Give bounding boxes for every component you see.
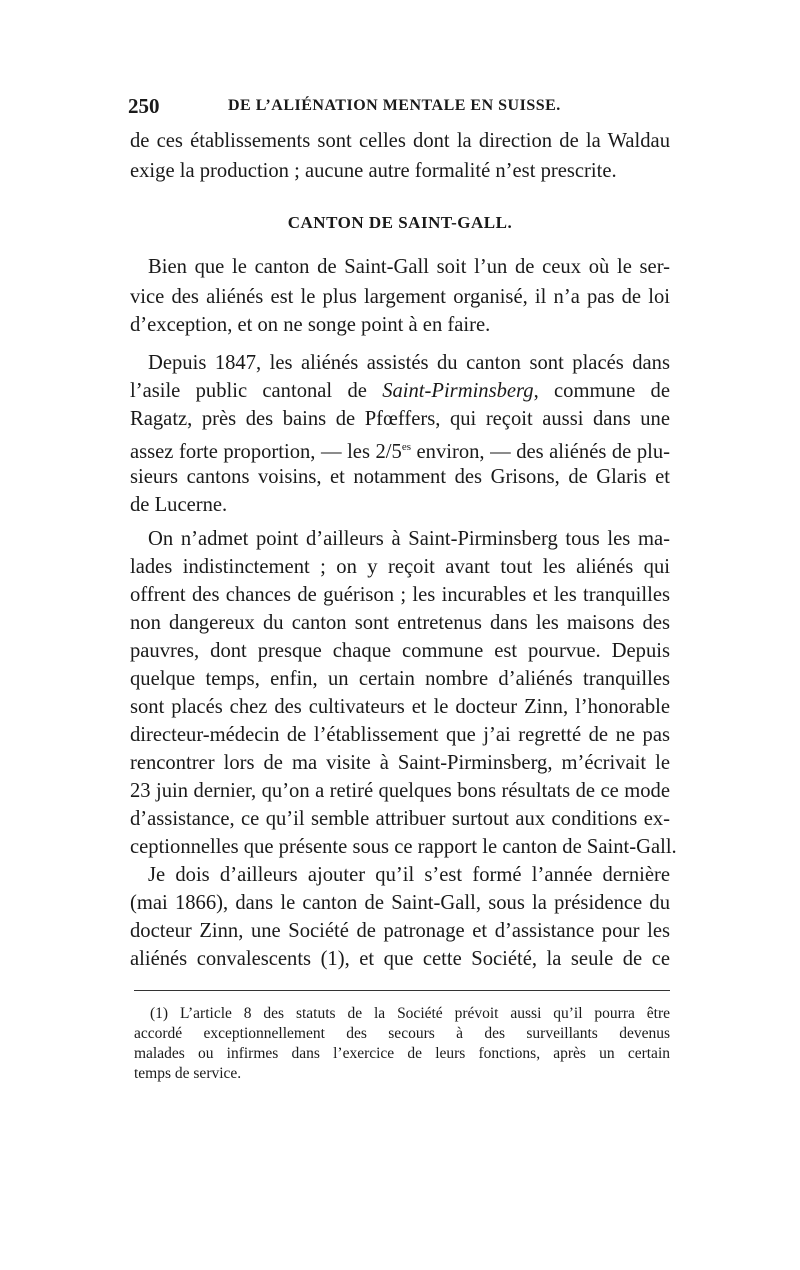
text-line-with-italic — [130, 378, 670, 404]
superscript-es: es — [401, 441, 411, 453]
running-head: DE L’ALIÉNATION MENTALE EN SUISSE. — [228, 97, 561, 114]
footnote-line: malades ou infirmes dans l’exercice de leurs fonctions, après un certain — [134, 1045, 670, 1062]
text-line: vice des aliénés est le plus largement organisé, il n’a pas de loi — [130, 286, 670, 308]
text-segment: assez forte proportion, — les 2/5 — [130, 440, 402, 463]
text-line: Bien que le canton de Saint-Gall soit l’un de ceux où le ser- — [148, 256, 670, 278]
text-line: offrent des chances de guérison ; les incurables et les tranquilles — [130, 584, 670, 606]
text-line: sieurs cantons voisins, et notamment des Grisons, de Glaris et — [130, 466, 670, 488]
text-line: d’exception, et on ne songe point à en faire. — [130, 314, 491, 336]
footnote-line: temps de service. — [134, 1065, 242, 1082]
text-line-with-superscript — [130, 434, 670, 463]
text-line: aliénés convalescents (1), et que cette Société, la seule de ce — [130, 948, 670, 970]
footnote-divider — [134, 990, 670, 991]
text-line: d’assistance, ce qu’il semble attribuer surtout aux conditions ex- — [130, 808, 670, 830]
text-line: non dangereux du canton sont entretenus dans les maisons des — [130, 612, 670, 634]
text-line: Ragatz, près des bains de Pfœffers, qui reçoit aussi dans une — [130, 408, 670, 430]
footnote-line: (1) L’article 8 des statuts de la Société prévoit aussi qu’il pourra être — [150, 1005, 670, 1022]
text-line: rencontrer lors de ma visite à Saint-Pirminsberg, m’écrivait le — [130, 752, 670, 774]
text-line: quelque temps, enfin, un certain nombre d’aliénés tranquilles — [130, 668, 670, 690]
text-line: Je dois d’ailleurs ajouter qu’il s’est formé l’année dernière — [148, 864, 670, 886]
text-line: (mai 1866), dans le canton de Saint-Gall, sous la présidence du — [130, 892, 670, 914]
text-line: 23 juin dernier, qu’on a retiré quelques bons résultats de ce mode — [130, 780, 670, 802]
asylum-name-italic: Saint-Pirminsberg — [382, 380, 534, 402]
text-line: Depuis 1847, les aliénés assistés du canton sont placés dans — [148, 352, 670, 374]
text-line: exige la production ; aucune autre formalité n’est prescrite. — [130, 160, 617, 182]
text-line: ceptionnelles que présente sous ce rapport le canton de Saint-Gall. — [130, 836, 677, 858]
footnote-line: accordé exceptionnellement des secours à des surveillants devenus — [134, 1025, 670, 1042]
text-line: docteur Zinn, une Société de patronage et d’assistance pour les — [130, 920, 670, 942]
text-segment: environ, — des aliénés de plu- — [410, 440, 670, 463]
text-line: directeur-médecin de l’établissement que j’ai regretté de ne pas — [130, 724, 670, 746]
text-line: pauvres, dont presque chaque commune est pourvue. Depuis — [130, 640, 670, 662]
text-line: On n’admet point d’ailleurs à Saint-Pirminsberg tous les ma- — [148, 528, 670, 550]
text-line: de Lucerne. — [130, 494, 228, 516]
page-number: 250 — [128, 94, 160, 118]
text-line: lades indistinctement ; on y reçoit avant tout les aliénés qui — [130, 556, 670, 578]
page-header — [128, 94, 673, 122]
text-line: de ces établissements sont celles dont la direction de la Waldau — [130, 130, 670, 152]
text-line: sont placés chez des cultivateurs et le docteur Zinn, l’honorable — [130, 696, 670, 718]
text-segment: l’asile public cantonal de — [130, 380, 383, 402]
section-heading: CANTON DE SAINT-GALL. — [287, 213, 513, 232]
text-segment: , commune de — [533, 380, 670, 402]
